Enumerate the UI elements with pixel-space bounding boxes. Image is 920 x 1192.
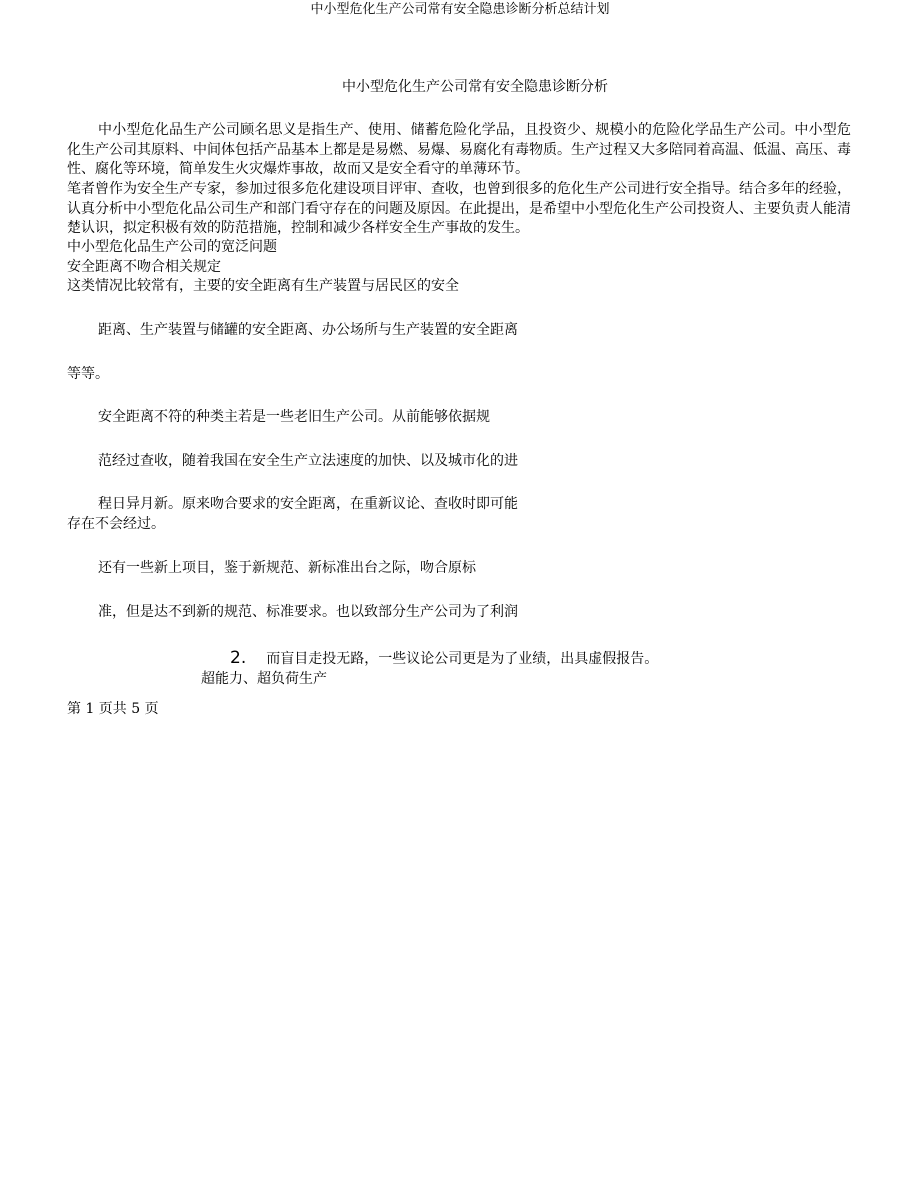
body-line: 还有一些新上项目，鉴于新规范、新标准出台之际，吻合原标 <box>98 560 476 576</box>
document-title: 中小型危化生产公司常有安全隐患诊断分析 <box>342 79 608 95</box>
list-item-text: 而盲目走投无路，一些议论公司更是为了业绩，出具虚假报告。 <box>266 651 659 667</box>
list-item <box>230 649 658 669</box>
subsection-heading: 安全距离不吻合相关规定 <box>67 259 221 275</box>
body-line: 安全距离不符的种类主若是一些老旧生产公司。从前能够依据规 <box>98 409 490 425</box>
section-heading: 中小型危化品生产公司的宽泛问题 <box>67 239 277 255</box>
body-line: 存在不会经过。 <box>67 516 165 532</box>
body-line: 范经过查收，随着我国在安全生产立法速度的加快、以及城市化的进 <box>98 453 518 469</box>
body-line: 距离、生产装置与储罐的安全距离、办公场所与生产装置的安全距离 <box>98 322 518 338</box>
body-line: 准，但是达不到新的规范、标准要求。也以致部分生产公司为了利润 <box>98 604 518 620</box>
body-line: 程日异月新。原来吻合要求的安全距离，在重新议论、查收时即可能 <box>98 496 518 512</box>
page-number-footer: 第 1 页共 5 页 <box>67 701 159 717</box>
list-number: 2. <box>230 648 247 668</box>
intro-paragraph: 中小型危化品生产公司顾名思义是指生产、使用、储蓄危险化学品，且投资少、规模小的危险化学品生产公司。中小型危化生产公司其原料、中间体包括产品基本上都是是易燃、易爆、易腐化有毒物质。生产过程又大多陪同着高温、低温、高压、毒性、腐化等环境，简单发生火灾爆炸事故，故而又是安全看守的单薄环节。 <box>67 122 851 177</box>
body-line: 这类情况比较常有，主要的安全距离有生产装置与居民区的安全 <box>67 278 459 294</box>
running-header: 中小型危化生产公司常有安全隐患诊断分析总结计划 <box>310 2 610 17</box>
list-item-continuation: 超能力、超负荷生产 <box>201 671 327 687</box>
author-paragraph: 笔者曾作为安全生产专家，参加过很多危化建设项目评审、查收，也曾到很多的危化生产公司进行安全指导。结合多年的经验，认真分析中小型危化品公司生产和部门看守存在的问题及原因。在此提出，是希望中小型危化生产公司投资人、主要负责人能清楚认识，拟定积极有效的防范措施，控制和减少各样安全生产事故的发生。 <box>67 181 851 236</box>
body-line: 等等。 <box>67 366 109 382</box>
